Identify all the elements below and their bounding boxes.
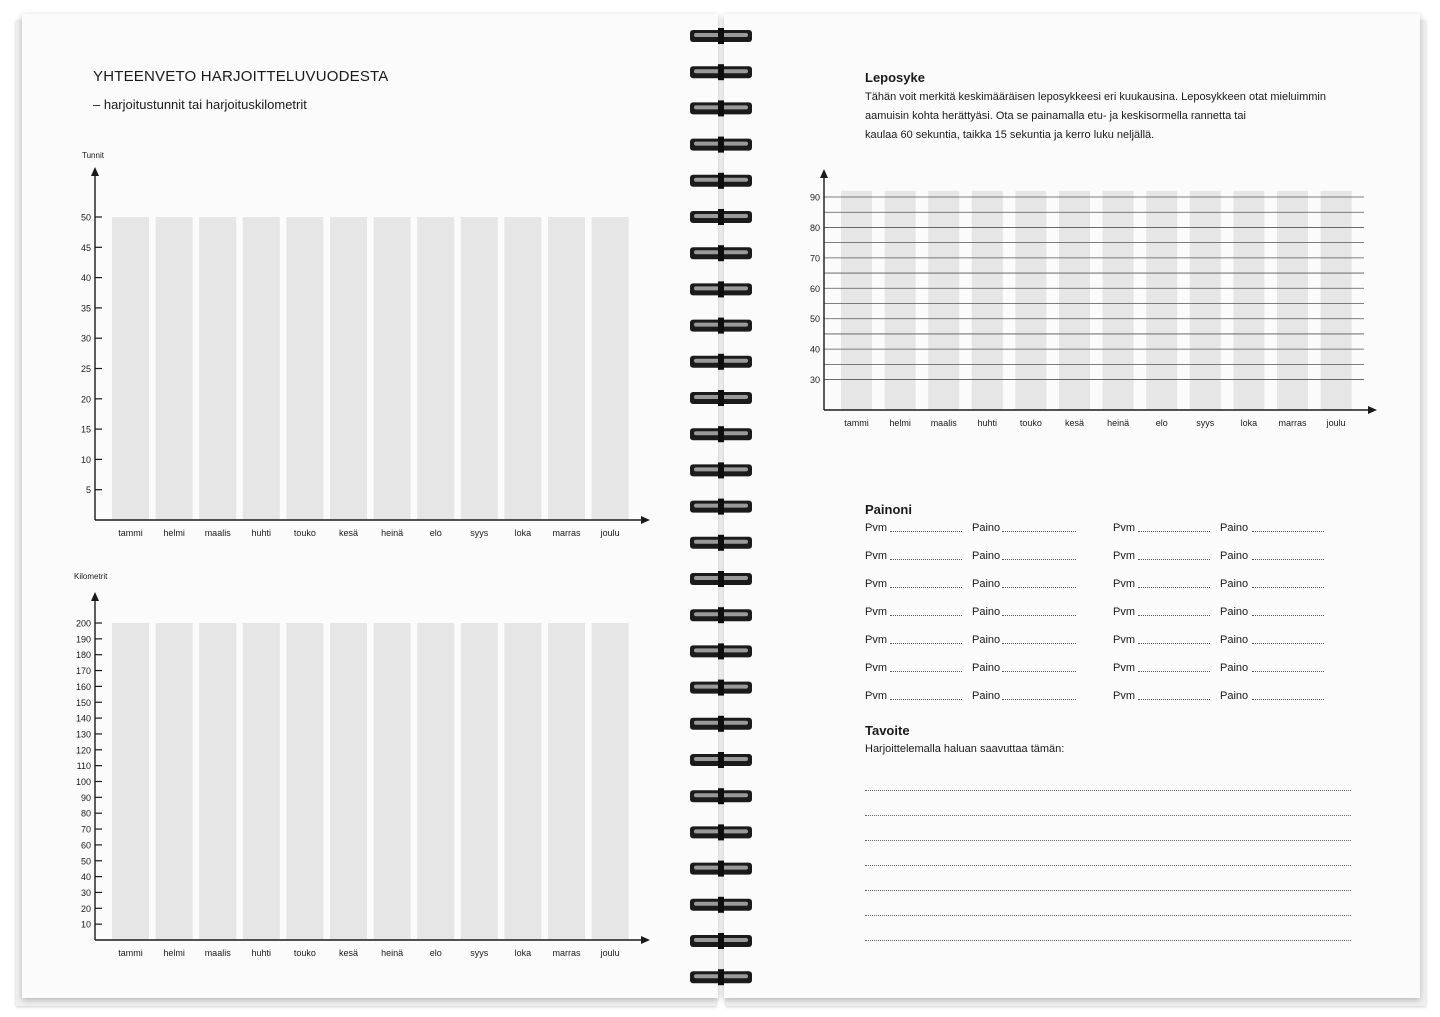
bar-joulu — [592, 217, 629, 520]
x-tick-label-heinä: heinä — [381, 528, 404, 538]
bar-kesä — [330, 623, 367, 940]
goal-writing-line[interactable] — [865, 840, 1351, 841]
x-tick-label-syys: syys — [470, 528, 489, 538]
spiral-ring-center — [718, 643, 724, 659]
y-tick-label: 15 — [80, 424, 91, 435]
y-axis-arrow — [91, 167, 99, 176]
x-tick-label-heinä: heinä — [381, 948, 404, 958]
y-tick-label: 50 — [80, 856, 91, 867]
weight-date-label: Pvm — [865, 578, 887, 590]
spiral-ring-center — [718, 969, 724, 985]
goal-writing-line[interactable] — [865, 940, 1351, 941]
y-tick-label: 120 — [75, 745, 91, 756]
y-tick-label: 100 — [75, 777, 91, 787]
y-tick-label: 200 — [75, 618, 91, 629]
x-tick-label-touko: touko — [1019, 418, 1042, 428]
y-tick-label: 25 — [80, 364, 91, 374]
spiral-ring-center — [718, 933, 724, 949]
y-tick-label: 10 — [80, 454, 91, 465]
spiral-ring-center — [718, 861, 724, 877]
kilometers-bar-chart — [22, 566, 718, 966]
x-axis-arrow — [641, 516, 650, 524]
resting-pulse-text-line-2: aamuisin kohta herättyäsi. Ota se painamalla etu- ja keskisormella rannetta tai — [865, 110, 1246, 122]
goal-writing-line[interactable] — [865, 790, 1351, 791]
spiral-ring-center — [718, 680, 724, 696]
spiral-ring-center — [718, 209, 724, 225]
resting-pulse-title: Leposyke — [865, 70, 925, 85]
x-tick-label-joulu: joulu — [600, 948, 620, 958]
y-tick-label: 30 — [80, 887, 91, 898]
y-tick-label: 190 — [75, 634, 91, 645]
goal-writing-line[interactable] — [865, 815, 1351, 816]
x-tick-label-marras: marras — [552, 528, 581, 538]
y-tick-label: 10 — [80, 919, 91, 930]
spiral-ring-center — [718, 281, 724, 297]
weight-title: Painoni — [865, 502, 912, 517]
weight-value-label: Paino — [972, 662, 1001, 674]
bar-maalis — [199, 623, 236, 940]
bar-marras — [548, 217, 585, 520]
x-tick-label-heinä: heinä — [1107, 418, 1130, 428]
x-tick-label-elo: elo — [1155, 418, 1168, 428]
bar-tammi — [112, 217, 149, 520]
x-tick-label-tammi: tammi — [118, 528, 143, 538]
x-tick-label-maalis: maalis — [204, 948, 231, 958]
x-tick-label-touko: touko — [293, 948, 316, 958]
bar-marras — [548, 623, 585, 940]
bar-loka — [504, 217, 541, 520]
y-tick-label: 40 — [809, 344, 820, 355]
y-tick-label: 170 — [75, 666, 91, 677]
weight-date-label: Pvm — [1113, 550, 1135, 562]
goal-writing-line[interactable] — [865, 915, 1351, 916]
bar-heinä — [374, 217, 411, 520]
x-tick-label-joulu: joulu — [600, 528, 620, 538]
y-tick-label: 70 — [809, 253, 820, 264]
x-tick-label-syys: syys — [470, 948, 489, 958]
goal-writing-line[interactable] — [865, 865, 1351, 866]
x-tick-label-huhti: huhti — [251, 948, 272, 958]
x-tick-label-loka: loka — [514, 528, 532, 538]
y-tick-label: 60 — [809, 283, 820, 294]
y-tick-label: 20 — [80, 903, 91, 914]
y-tick-label: 90 — [809, 192, 820, 203]
y-tick-label: 160 — [75, 681, 91, 692]
weight-date-label: Pvm — [1113, 690, 1135, 702]
spiral-ring-center — [718, 535, 724, 551]
y-tick-label: 80 — [80, 808, 91, 819]
weight-date-label: Pvm — [865, 522, 887, 534]
x-tick-label-kesä: kesä — [338, 948, 359, 958]
x-tick-label-helmi: helmi — [163, 948, 185, 958]
spiral-ring-center — [718, 173, 724, 189]
spiral-ring-center — [718, 100, 724, 116]
weight-date-label: Pvm — [1113, 606, 1135, 618]
x-tick-label-elo: elo — [429, 948, 442, 958]
weight-date-label: Pvm — [865, 690, 887, 702]
x-tick-label-syys: syys — [1196, 418, 1215, 428]
spiral-ring-center — [718, 571, 724, 587]
resting-pulse-text-line-3: kaulaa 60 sekuntia, taikka 15 sekuntia ja kerro luku neljällä. — [865, 129, 1155, 141]
weight-value-label: Paino — [972, 634, 1001, 646]
page-title: YHTEENVETO HARJOITTELUVUODESTA — [93, 68, 389, 85]
spiral-ring-center — [718, 788, 724, 804]
weight-value-label: Paino — [1220, 690, 1249, 702]
spiral-ring-center — [718, 716, 724, 732]
spiral-ring-center — [718, 137, 724, 153]
y-tick-label: 180 — [75, 650, 91, 661]
resting-pulse-text-line-1: Tähän voit merkitä keskimääräisen leposykkeesi eri kuukausina. Leposykkeen otat mieluimmin — [865, 91, 1326, 103]
spiral-ring-center — [718, 607, 724, 623]
x-tick-label-touko: touko — [293, 528, 316, 538]
weight-value-label: Paino — [1220, 550, 1249, 562]
x-tick-label-marras: marras — [1278, 418, 1307, 428]
spiral-ring-center — [718, 245, 724, 261]
spiral-ring-center — [718, 318, 724, 334]
y-tick-label: 35 — [80, 303, 91, 314]
x-tick-label-huhti: huhti — [251, 528, 272, 538]
bar-elo — [417, 217, 454, 520]
x-axis-arrow — [641, 936, 650, 944]
bar-syys — [461, 217, 498, 520]
spiral-ring-center — [718, 390, 724, 406]
y-tick-label: 50 — [80, 212, 91, 223]
weight-value-label: Paino — [972, 550, 1001, 562]
x-tick-label-helmi: helmi — [889, 418, 911, 428]
weight-value-label: Paino — [972, 578, 1001, 590]
bar-maalis — [199, 217, 236, 520]
x-tick-label-marras: marras — [552, 948, 581, 958]
hours-bar-chart — [22, 144, 718, 544]
spiral-ring-center — [718, 28, 724, 44]
x-tick-label-loka: loka — [1240, 418, 1258, 428]
y-tick-label: 150 — [75, 697, 91, 708]
weight-date-label: Pvm — [1113, 522, 1135, 534]
goal-title: Tavoite — [865, 723, 910, 738]
bar-huhti — [243, 217, 280, 520]
y-axis-arrow — [91, 592, 99, 601]
x-tick-label-tammi: tammi — [844, 418, 869, 428]
spiral-ring-center — [718, 462, 724, 478]
weight-value-label: Paino — [1220, 634, 1249, 646]
y-tick-label: 30 — [80, 333, 91, 344]
x-tick-label-joulu: joulu — [1326, 418, 1346, 428]
y-tick-label: 40 — [80, 872, 91, 883]
y-tick-label: 80 — [809, 222, 820, 233]
y-tick-label: 5 — [85, 485, 91, 496]
bar-joulu — [592, 623, 629, 940]
y-tick-label: 60 — [80, 840, 91, 851]
page-subtitle: – harjoitustunnit tai harjoituskilometrit — [93, 97, 307, 112]
bar-heinä — [374, 623, 411, 940]
bar-syys — [461, 623, 498, 940]
goal-writing-lines — [724, 14, 1420, 998]
right-page — [724, 14, 1420, 998]
x-tick-label-maalis: maalis — [204, 528, 231, 538]
weight-date-label: Pvm — [865, 662, 887, 674]
bar-loka — [504, 623, 541, 940]
goal-prompt: Harjoittelemalla haluan saavuttaa tämän: — [865, 743, 1065, 755]
x-tick-label-kesä: kesä — [338, 528, 359, 538]
spiral-ring-center — [718, 426, 724, 442]
y-tick-label: 50 — [809, 314, 820, 325]
y-tick-label: 45 — [80, 242, 91, 253]
spiral-binding — [688, 18, 754, 993]
left-page — [22, 14, 718, 998]
spiral-ring-center — [718, 824, 724, 840]
weight-value-label: Paino — [972, 522, 1001, 534]
spiral-ring-center — [718, 64, 724, 80]
y-tick-label: 110 — [76, 761, 91, 772]
bar-huhti — [243, 623, 280, 940]
spiral-ring-center — [718, 897, 724, 913]
bar-helmi — [156, 217, 193, 520]
weight-value-label: Paino — [1220, 606, 1249, 618]
weight-value-label: Paino — [1220, 662, 1249, 674]
x-tick-label-elo: elo — [429, 528, 442, 538]
spiral-ring-center — [718, 354, 724, 370]
weight-date-label: Pvm — [865, 606, 887, 618]
bar-elo — [417, 623, 454, 940]
x-tick-label-huhti: huhti — [977, 418, 998, 428]
x-tick-label-helmi: helmi — [163, 528, 185, 538]
y-tick-label: 40 — [80, 273, 91, 284]
weight-date-label: Pvm — [865, 634, 887, 646]
bar-touko — [286, 623, 323, 940]
x-tick-label-kesä: kesä — [1064, 418, 1085, 428]
weight-value-label: Paino — [972, 690, 1001, 702]
y-tick-label: 30 — [809, 375, 820, 386]
y-axis-title: Tunnit — [82, 151, 104, 160]
bar-touko — [286, 217, 323, 520]
weight-date-label: Pvm — [1113, 662, 1135, 674]
y-tick-label: 20 — [80, 394, 91, 405]
y-tick-label: 140 — [75, 713, 91, 724]
goal-writing-line[interactable] — [865, 890, 1351, 891]
weight-value-label: Paino — [972, 606, 1001, 618]
y-axis-title: Kilometrit — [74, 572, 108, 581]
weight-value-label: Paino — [1220, 578, 1249, 590]
weight-date-label: Pvm — [865, 550, 887, 562]
bar-tammi — [112, 623, 149, 940]
spiral-ring-center — [718, 499, 724, 515]
spiral-ring-center — [718, 752, 724, 768]
x-tick-label-tammi: tammi — [118, 948, 143, 958]
weight-date-label: Pvm — [1113, 578, 1135, 590]
y-tick-label: 130 — [75, 729, 91, 740]
x-tick-label-loka: loka — [514, 948, 532, 958]
x-tick-label-maalis: maalis — [930, 418, 957, 428]
weight-value-label: Paino — [1220, 522, 1249, 534]
y-tick-label: 70 — [80, 824, 91, 835]
bar-helmi — [156, 623, 193, 940]
bar-kesä — [330, 217, 367, 520]
weight-date-label: Pvm — [1113, 634, 1135, 646]
y-tick-label: 90 — [80, 792, 91, 803]
